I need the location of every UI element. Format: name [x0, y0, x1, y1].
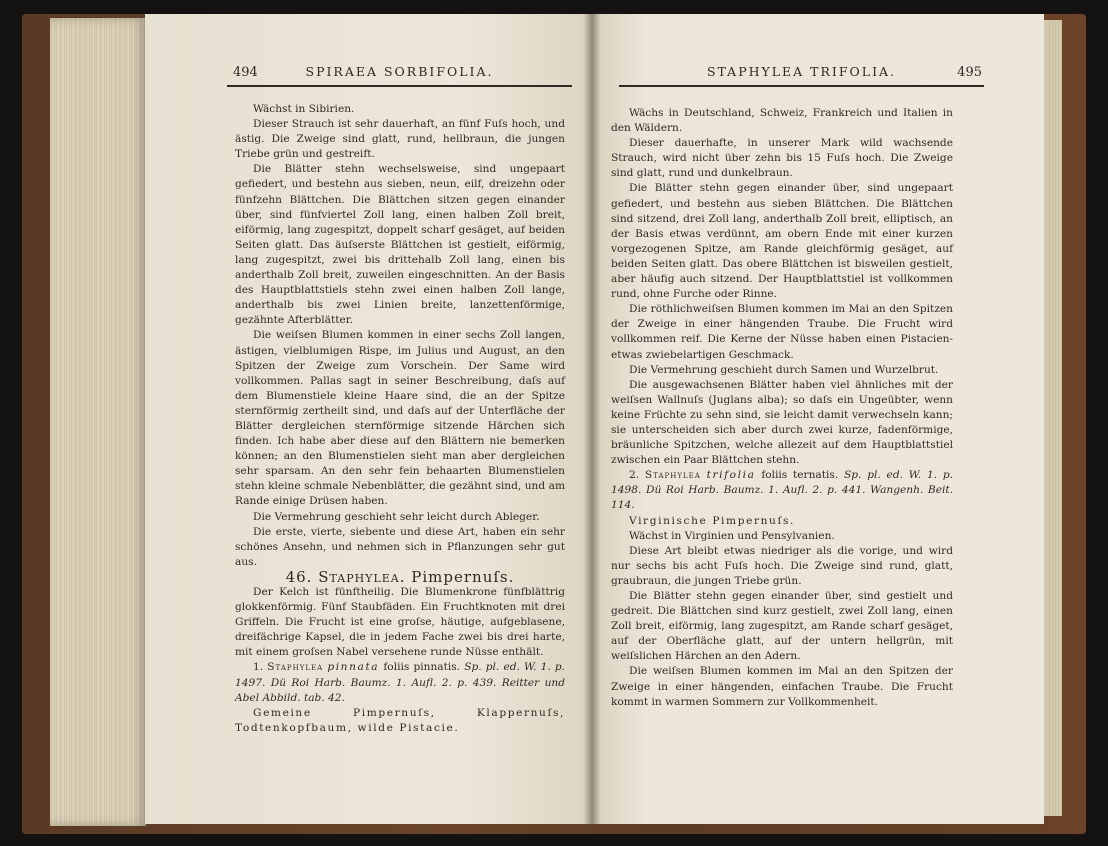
- left-running-title: SPIRAEA SORBIFOLIA.: [305, 64, 494, 79]
- species-reference: Wangenh. Beit. 114.: [611, 484, 953, 512]
- right-page: [592, 14, 1044, 824]
- species-entry-trifolia: [611, 468, 953, 513]
- species-reference: Dü Roi Harb. Baumz. 1. Aufl. 2. p. 441.: [645, 484, 866, 497]
- species-genus: Staphylea: [644, 469, 701, 482]
- species-epithet: pinnata: [327, 661, 380, 674]
- book-gutter: [583, 14, 601, 824]
- section-heading: [235, 567, 565, 586]
- right-paragraph: Die röthlichweiſsen Blumen kommen im Mai an den Spitzen der Zweige in einer hängenden Traube. Die Frucht wird vollkommen reif. Die Kerne der Nüsse haben einen Pistacien- etwas zwiebelartigen Geschmack.: [611, 303, 953, 361]
- right-running-title: STAPHYLEA TRIFOLIA.: [706, 64, 897, 79]
- page-edges-left: [50, 18, 146, 826]
- right-paragraph: Die Blätter stehn gegen einander über, sind gestielt und gedreit. Die Blättchen sind kurz gestielt, zwei Zoll lang, einen Zoll breit, eiförmig, lang zugespitzt, am Rande scharf gesäget, auf der Oberfläche glatt, auf der untern hellgrün, mit weiſslichen Härchen an den Adern.: [611, 590, 953, 663]
- species-number: 2.: [629, 469, 640, 482]
- left-paragraph: Die Blätter stehn wechselsweise, sind ungepaart gefiedert, und bestehn aus sieben, neun, eilf, dreizehn oder fünfzehn Blättchen. Die Blättchen sitzen gegen einander über, sind fünfviertel Zoll lang, einen halben Zoll breit, eiförmig, lang zugespitzt, doppelt scharf gesäget, auf beiden Seiten glatt. Das äuſserste Blättchen ist gestielt, eiförmig, lang zugespitzt, zwei bis drittehalb Zoll lang, einen bis anderthalb Zoll breit, zuweilen eingeschnitten. An der Basis des Hauptblattstiels stehn zwei einen halben Zoll lange, anderthalb bis zwei Linien breite, lanzettenförmige, gezähnte Afterblätter.: [235, 163, 565, 327]
- species-genus: Staphylea: [267, 661, 324, 674]
- left-page-number: 494: [233, 65, 258, 80]
- section-genus: Staphylea.: [318, 567, 406, 586]
- right-page-body: [611, 106, 953, 710]
- species-epithet: trifolia: [706, 469, 756, 482]
- species-reference: Dü Roi Harb. Baumz. 1. Aufl. 2. p. 439.: [270, 676, 497, 689]
- right-paragraph: Die ausgewachsenen Blätter haben viel ähnliches mit der weiſsen Wallnuſs (Juglans alba); so daſs ein Ungeübter, wenn keine Früchte zu sehn sind, sie leicht damit verwechseln kann; sie unterscheiden sich aber durch zwei kurze, fadenförmige, bräunliche Spitzchen, welche allezeit auf dem Hauptblattstiel zwischen ein Paar Blättchen stehn.: [611, 378, 953, 467]
- common-names: Gemeine Pimpernuſs, Klappernuſs, Todtenkopfbaum, wilde Pistacie.: [235, 706, 565, 734]
- species-reference: Reitter und Abel Abbild. tab. 42.: [235, 676, 566, 704]
- species-entry-pinnata: [235, 660, 565, 705]
- common-name: Virginische Pimpernuſs.: [629, 514, 795, 527]
- genus-description: Der Kelch ist fünftheilig. Die Blumenkrone fünfblättrig glokkenförmig. Fünf Staubfäden. Ein Fruchtknoten mit drei Griffeln. Die Frucht ist eine groſse, häutige, aufgeblasene, dreifächrige Kapsel, die in jedem Fache zwei bis drei harte, mit einem groſsen Nabel versehene runde Nüsse enthält.: [235, 586, 565, 659]
- left-page-header: [227, 61, 572, 87]
- species-number: 1.: [253, 661, 264, 674]
- species-reference: Sp. pl. ed. W. 1. p. 1497.: [235, 661, 566, 689]
- right-page-number: 495: [957, 65, 982, 80]
- left-paragraph: Die erste, vierte, siebente und diese Art, haben ein sehr schönes Ansehn, und nehmen sich in Pflanzungen sehr gut aus.: [235, 525, 565, 568]
- left-paragraph: Dieser Strauch ist sehr dauerhaft, an fünf Fuſs hoch, und ästig. Die Zweige sind glatt, rund, hellbraun, die jungen Triebe grün und gestreift.: [235, 118, 565, 161]
- right-paragraph: Die Vermehrung geschieht durch Samen und Wurzelbrut.: [629, 363, 939, 376]
- section-name: Pimpernuſs.: [411, 567, 515, 586]
- right-paragraph: Diese Art bleibt etwas niedriger als die vorige, und wird nur sechs bis acht Fuſs hoch. Die Zweige sind rund, glatt, graubraun, die jungen Triebe grün.: [611, 544, 953, 587]
- species-diagnosis: foliis ternatis.: [761, 469, 839, 482]
- left-paragraph: Die Vermehrung geschieht sehr leicht durch Ableger.: [253, 510, 540, 523]
- species-diagnosis: foliis pinnatis.: [383, 661, 461, 674]
- right-paragraph: Dieser dauerhafte, in unserer Mark wild wachsende Strauch, wird nicht über zehn bis 15 Fuſs hoch. Die Zweige sind glatt, rund und dunkelbraun.: [611, 137, 953, 180]
- right-page-header: [619, 61, 984, 87]
- left-paragraph: Die weiſsen Blumen kommen in einer sechs Zoll langen, ästigen, vielblumigen Rispe, im Julius und August, an den Spitzen der Zweige zum Vorschein. Der Same wird vollkommen. Pallas sagt in seiner Beschreibung, daſs auf dem Blumenstiele kleine Haare sind, die an der Spitze sternförmig zertheilt sind, und daſs auf der Unterfläche der Blätter dergleichen sternförmige sitzende Härchen sich finden. Ich habe aber diese auf den Blättern nie bemerken können; an den Blumenstielen sieht man aber dergleichen sehr sparsam. An den sehr fein behaarten Blumenstielen stehn kleine schmale Nebenblätter, die gezähnt sind, und am Rande einige Drüsen haben.: [235, 329, 565, 508]
- left-page-body: [235, 102, 565, 736]
- left-paragraph: Wächst in Sibirien.: [253, 103, 355, 115]
- section-number: 46.: [285, 567, 313, 586]
- right-paragraph: Die weiſsen Blumen kommen im Mai an den Spitzen der Zweige in einer hängenden, einfachen Traube. Die Frucht kommt in warmen Sommern zur Vollkommenheit.: [611, 665, 953, 708]
- habitat: Wächst in Virginien und Pensylvanien.: [629, 529, 835, 542]
- right-paragraph: Wächs in Deutschland, Schweiz, Frankreich und Italien in den Wäldern.: [611, 107, 953, 135]
- species-reference: Sp. pl. ed. W. 1. p. 1498.: [611, 469, 954, 497]
- right-paragraph: Die Blätter stehn gegen einander über, sind ungepaart gefiedert, und bestehn aus sieben Blättchen. Die Blättchen sind sitzend, drei Zoll lang, anderthalb Zoll breit, elliptisch, an der Basis etwas verdünnt, am obern Ende mit einer kurzen vorgezogenen Spitze, am Rande gleichförmig gesäget, auf beiden Seiten glatt. Das obere Blättchen ist bisweilen gestielt, aber häufig auch sitzend. Der Hauptblattstiel ist vollkommen rund, ohne Furche oder Rinne.: [611, 182, 953, 301]
- left-page: [145, 14, 592, 824]
